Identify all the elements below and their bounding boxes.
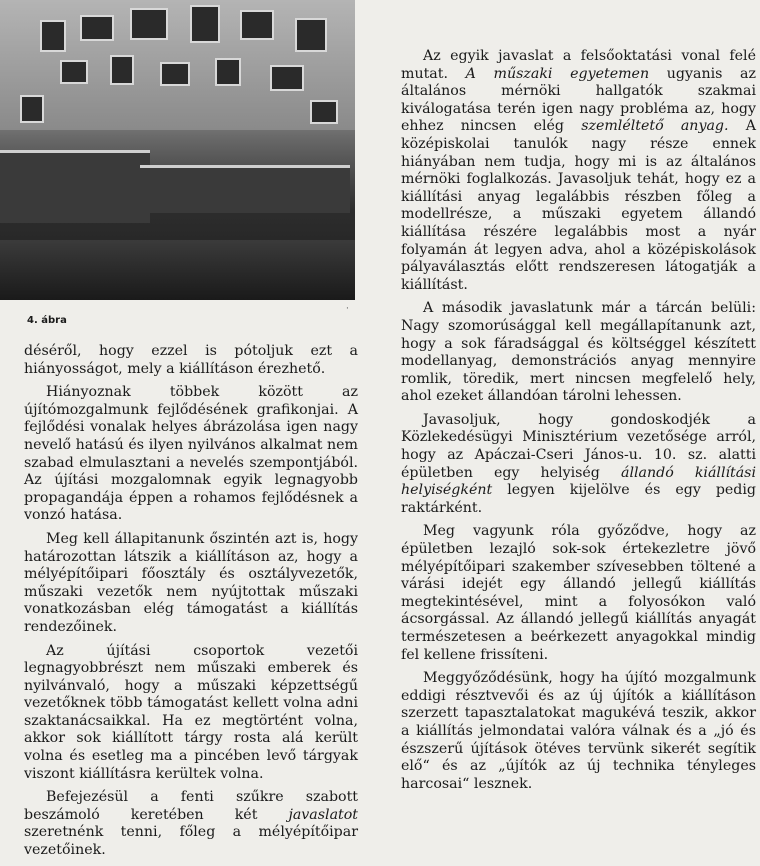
photo-frame: [110, 55, 134, 85]
display-table: [0, 150, 150, 223]
photo-frame: [190, 5, 220, 43]
text: ugyanis az általános mérnöki hallgatók szakmai kiválogatása terén igen nagy probléma az, hogy ehhez nincsen elég: [401, 65, 756, 135]
text: A középiskolai tanulók nagy része ennek hiányában nem tudja, hogy mi is az általános mérnöki foglalkozás. Javasoljuk tehát, hogy ez a kiállítási anyag legalábbis részben főleg a modellrésze, a műszaki egyetem állandó kiállítása részére legalábbis most a nyár folyamán át legyen adva, ahol a középiskolások pályaválasztás előtt rendszeresen látogatják a kiállítást.: [401, 118, 756, 293]
text: Javasoljuk, hogy gondoskodjék a Közlekedésügyi Minisztérium vezetősége arról, hogy az Apáczai-Cseri János-u. 10. sz. alatti épületben egy helyiség: [401, 411, 756, 481]
emphasis: javaslatot: [288, 806, 358, 823]
paragraph: Hiányoznak többek között az újítómozgalmunk fejlődésének grafikonjai. A fejlődési vonalak helyes ábrázolása igen nagy nevelő hatású és ilyen nyilvános alkalmat nem szabad elmulasztani a nevelés szempontjából. Az újítási mozgalomnak egyik legnagyobb propagandája éppen a rohamos fejlődésnek a vonzó hatása.: [24, 384, 358, 524]
emphasis: szemléltető anyag.: [581, 118, 729, 135]
display-table: [140, 165, 350, 213]
photo-frame: [160, 62, 190, 86]
photo-frame: [20, 95, 44, 123]
emphasis: állandó kiállítási helyiségként: [401, 464, 756, 499]
paragraph: Meg kell állapitanunk őszintén azt is, hogy határozottan látszik a kiállításon az, hogy a mélyépítőipari főosztály és osztályvezetők, műszaki vezetők nem nyújtottak műszaki vonatkozásban elég támogatást a kiállítás rendezőinek.: [24, 530, 358, 635]
paragraph: Meg vagyunk róla győződve, hogy az épületben lezajló sok-sok értekezletre jövő mélyépítőipari szakember szívesebben töltené a várási idejét egy állandó jellegű kiállítás megtekintésével, mint a folyosókon való ácsorgással. Az állandó jellegű kiállítás anyagát természetesen a beérkezett anyagokkal mindig fel kellene frissíteni.: [401, 523, 756, 663]
photo-floor: [0, 240, 355, 300]
photo-frame: [270, 65, 304, 91]
paragraph: [401, 412, 756, 518]
text: Az egyik javaslat a felsőoktatási vonal felé mutat.: [401, 48, 756, 82]
figure-caption: 4. ábra: [27, 315, 67, 326]
text: szeretnénk tenni, főleg a mélyépítőipar vezetőinek.: [24, 824, 358, 859]
text: legyen kijelölve és egy pedig raktárként.: [401, 482, 756, 516]
photo-frame: [40, 20, 66, 52]
photo-frame: [60, 60, 88, 84]
photo-frame: [295, 18, 327, 52]
left-column: [24, 343, 358, 866]
paragraph: déséről, hogy ezzel is pótoljuk ezt a hiányosságot, mely a kiállításon érezhető.: [24, 343, 358, 377]
paragraph: A második javaslatunk már a tárcán belüli: Nagy szomorúsággal kell megállapítanunk azt, hogy a sok fáradsággal és költséggel készített modellanyag, demonstrációs anyag mennyire romlik, töredik, mert nincsen megfelelő hely, ahol ezeket állandóan tárolni lehessen.: [401, 300, 756, 405]
paragraph: Az újítási csoportok vezetői legnagyobbrészt nem műszaki emberek és nyilvánvaló, hogy a műszaki képzettségű vezetőknek több támogatást kellett volna adni szaktanácsaikkal. Ha ez megtörtént volna, akkor sok kiállított tárgy rosta alá került volna és esetleg ma a pincében levő tárgyak viszont kiállításra kerültek volna.: [24, 642, 358, 782]
exhibition-photo: [0, 0, 355, 300]
text: Befejezésül a fenti szűkre szabott beszámoló keretében két: [24, 789, 358, 823]
photo-frame: [240, 10, 274, 40]
emphasis: A műszaki egyetemen: [465, 65, 650, 82]
photo-frame: [80, 15, 114, 41]
paragraph: [401, 48, 756, 294]
photo-frame: [130, 8, 168, 40]
paragraph: [24, 789, 358, 859]
right-column: [401, 48, 756, 799]
print-mark: ·: [346, 304, 349, 314]
photo-frame: [215, 58, 241, 86]
paragraph: Meggyőződésünk, hogy ha újító mozgalmunk eddigi résztvevői és az új újítók a kiállításon szerzett tapasztalatokat magukévá teszik, akkor a kiállítás jelmondatai valóra válnak és a „jó és észszerű újítások ötéves tervünk sikerét segítik elő“ és az „újítók az új technika tényleges harcosai“ lesznek.: [401, 670, 756, 792]
photo-frame: [310, 100, 338, 124]
